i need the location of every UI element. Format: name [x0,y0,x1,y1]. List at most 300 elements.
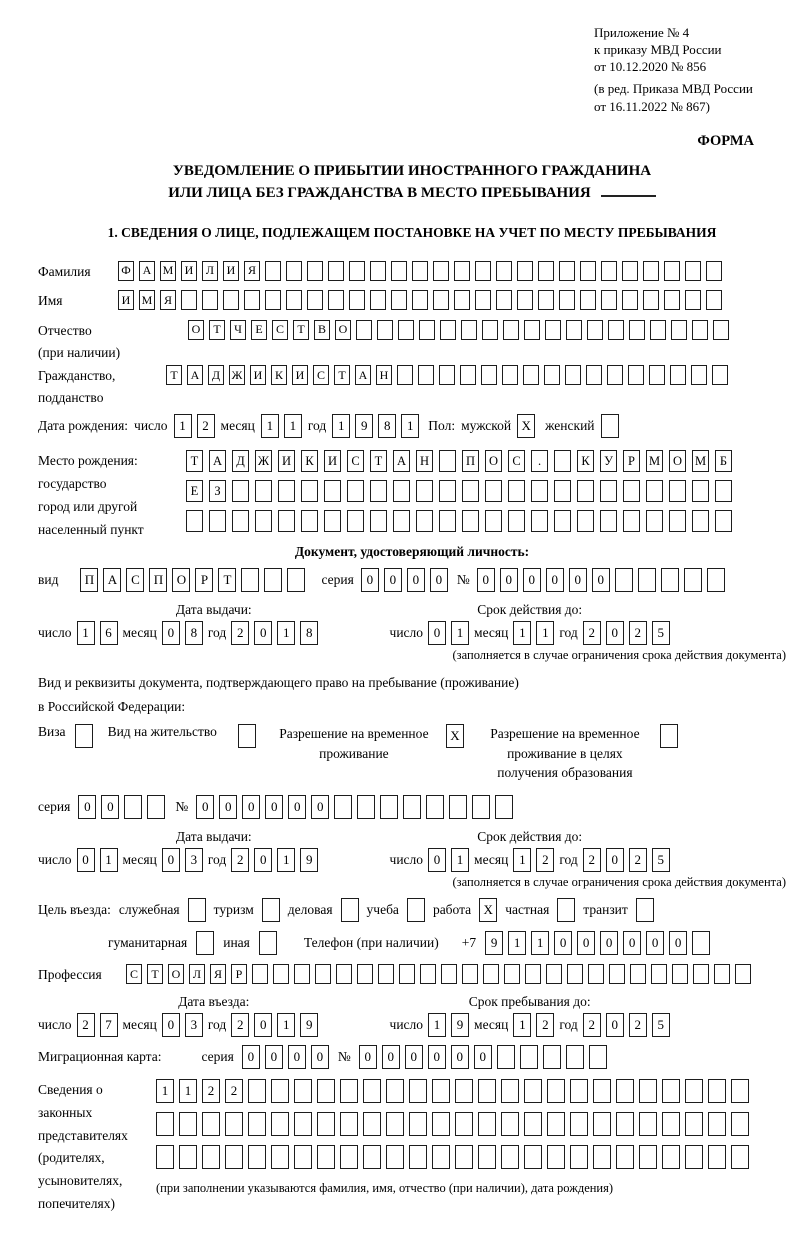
form-cell[interactable]: 8 [378,414,396,438]
form-cell[interactable] [485,510,502,532]
form-cell[interactable] [504,964,520,984]
form-cell[interactable]: 2 [225,1079,243,1103]
form-cell[interactable] [439,450,456,472]
form-cell[interactable] [294,1145,312,1169]
form-cell[interactable]: 6 [100,621,118,645]
form-cell[interactable] [664,261,680,281]
form-cell[interactable] [496,261,512,281]
form-cell[interactable] [685,261,701,281]
form-cell[interactable]: И [118,290,134,310]
form-cell[interactable] [286,261,302,281]
form-cell[interactable]: И [292,365,308,385]
form-cell[interactable]: 1 [508,931,526,955]
form-cell[interactable]: 9 [451,1013,469,1037]
form-cell[interactable] [692,320,708,340]
form-cell[interactable]: П [149,568,167,592]
form-cell[interactable]: 1 [261,414,279,438]
form-cell[interactable]: Я [160,290,176,310]
form-cell[interactable] [692,931,710,955]
form-cell[interactable] [412,290,428,310]
form-cell[interactable]: 2 [583,1013,601,1037]
form-cell[interactable] [671,320,687,340]
purpose-business-checkbox[interactable] [341,898,359,922]
form-cell[interactable] [328,261,344,281]
form-cell[interactable] [547,1079,565,1103]
form-cell[interactable]: 5 [652,621,670,645]
form-cell[interactable]: 0 [405,1045,423,1069]
form-cell[interactable] [662,1145,680,1169]
form-cell[interactable] [418,365,434,385]
form-cell[interactable]: 2 [231,848,249,872]
form-cell[interactable]: 1 [513,848,531,872]
form-cell[interactable]: С [347,450,364,472]
form-cell[interactable] [478,1145,496,1169]
form-cell[interactable] [593,1145,611,1169]
form-cell[interactable] [685,290,701,310]
purpose-other-checkbox[interactable] [259,931,277,955]
form-cell[interactable] [607,365,623,385]
form-cell[interactable] [432,1145,450,1169]
form-cell[interactable]: Ч [230,320,246,340]
form-cell[interactable] [356,320,372,340]
form-cell[interactable] [363,1145,381,1169]
form-cell[interactable] [649,365,665,385]
form-cell[interactable] [670,365,686,385]
form-cell[interactable]: 0 [254,1013,272,1037]
form-cell[interactable] [264,568,282,592]
form-cell[interactable]: 0 [359,1045,377,1069]
form-cell[interactable]: 0 [288,1045,306,1069]
form-cell[interactable] [608,320,624,340]
form-cell[interactable] [386,1112,404,1136]
form-cell[interactable] [363,1112,381,1136]
form-cell[interactable] [501,1112,519,1136]
form-cell[interactable]: 0 [477,568,495,592]
form-cell[interactable]: 0 [577,931,595,955]
form-cell[interactable] [307,290,323,310]
form-cell[interactable]: И [278,450,295,472]
form-cell[interactable] [225,1112,243,1136]
form-cell[interactable] [244,290,260,310]
form-cell[interactable] [609,964,625,984]
purpose-study-checkbox[interactable] [407,898,425,922]
form-cell[interactable] [377,320,393,340]
form-cell[interactable] [397,365,413,385]
form-cell[interactable] [623,510,640,532]
form-cell[interactable] [639,1112,657,1136]
form-cell[interactable] [543,1045,561,1069]
form-cell[interactable]: 1 [401,414,419,438]
form-cell[interactable] [147,795,165,819]
form-cell[interactable] [616,1145,634,1169]
form-cell[interactable]: Т [370,450,387,472]
purpose-work-checkbox[interactable]: X [479,898,497,922]
form-cell[interactable] [524,320,540,340]
form-cell[interactable] [232,480,249,502]
form-cell[interactable]: 0 [219,795,237,819]
form-cell[interactable]: Р [195,568,213,592]
form-cell[interactable] [223,290,239,310]
form-cell[interactable] [271,1145,289,1169]
form-cell[interactable] [570,1145,588,1169]
form-cell[interactable] [248,1145,266,1169]
form-cell[interactable] [475,261,491,281]
form-cell[interactable]: Б [715,450,732,472]
form-cell[interactable] [409,1145,427,1169]
form-cell[interactable] [370,290,386,310]
form-cell[interactable] [440,320,456,340]
form-cell[interactable]: А [187,365,203,385]
form-cell[interactable] [580,261,596,281]
form-cell[interactable]: 0 [382,1045,400,1069]
form-cell[interactable] [616,1079,634,1103]
form-cell[interactable]: Т [209,320,225,340]
form-cell[interactable]: 5 [652,1013,670,1037]
form-cell[interactable] [273,964,289,984]
form-cell[interactable] [340,1112,358,1136]
form-cell[interactable]: Ф [118,261,134,281]
form-cell[interactable] [301,480,318,502]
form-cell[interactable] [393,510,410,532]
form-cell[interactable]: 0 [162,621,180,645]
form-cell[interactable] [662,1079,680,1103]
form-cell[interactable] [706,261,722,281]
form-cell[interactable] [156,1112,174,1136]
form-cell[interactable] [630,964,646,984]
form-cell[interactable]: И [181,261,197,281]
form-cell[interactable] [601,261,617,281]
form-cell[interactable]: Ж [229,365,245,385]
form-cell[interactable] [706,290,722,310]
form-cell[interactable] [455,1145,473,1169]
form-cell[interactable] [349,261,365,281]
temp-residence-checkbox[interactable]: X [446,724,464,748]
form-cell[interactable] [439,510,456,532]
form-cell[interactable] [294,1079,312,1103]
form-cell[interactable] [566,1045,584,1069]
form-cell[interactable] [525,964,541,984]
form-cell[interactable] [685,1112,703,1136]
form-cell[interactable] [531,480,548,502]
form-cell[interactable] [412,261,428,281]
form-cell[interactable]: 0 [265,1045,283,1069]
form-cell[interactable]: У [600,450,617,472]
form-cell[interactable]: П [80,568,98,592]
form-cell[interactable] [271,1079,289,1103]
form-cell[interactable]: Р [231,964,247,984]
form-cell[interactable]: О [172,568,190,592]
form-cell[interactable] [286,290,302,310]
sex-male-checkbox[interactable]: X [517,414,535,438]
form-cell[interactable] [317,1112,335,1136]
form-cell[interactable]: 0 [311,1045,329,1069]
form-cell[interactable]: М [139,290,155,310]
purpose-private-checkbox[interactable] [557,898,575,922]
form-cell[interactable]: Ж [255,450,272,472]
form-cell[interactable] [255,480,272,502]
form-cell[interactable] [593,1112,611,1136]
form-cell[interactable] [708,1145,726,1169]
form-cell[interactable] [554,450,571,472]
form-cell[interactable]: М [646,450,663,472]
form-cell[interactable]: Т [334,365,350,385]
form-cell[interactable] [393,480,410,502]
form-cell[interactable]: 0 [162,848,180,872]
form-cell[interactable] [495,795,513,819]
form-cell[interactable]: 0 [77,848,95,872]
edu-residence-checkbox[interactable] [660,724,678,748]
form-cell[interactable] [409,1079,427,1103]
form-cell[interactable] [248,1079,266,1103]
form-cell[interactable] [370,480,387,502]
form-cell[interactable] [628,365,644,385]
form-cell[interactable] [731,1145,749,1169]
form-cell[interactable]: 1 [451,621,469,645]
form-cell[interactable] [449,795,467,819]
form-cell[interactable]: 0 [407,568,425,592]
form-cell[interactable] [391,290,407,310]
form-cell[interactable] [731,1112,749,1136]
form-cell[interactable] [559,261,575,281]
form-cell[interactable] [324,510,341,532]
form-cell[interactable]: 2 [629,621,647,645]
form-cell[interactable] [566,320,582,340]
form-cell[interactable]: 2 [629,1013,647,1037]
form-cell[interactable] [439,480,456,502]
form-cell[interactable] [588,964,604,984]
form-cell[interactable]: 0 [254,848,272,872]
form-cell[interactable]: И [250,365,266,385]
form-cell[interactable]: 0 [523,568,541,592]
form-cell[interactable] [315,964,331,984]
form-cell[interactable] [370,510,387,532]
form-cell[interactable]: 0 [669,931,687,955]
form-cell[interactable] [156,1145,174,1169]
form-cell[interactable]: 0 [428,621,446,645]
form-cell[interactable]: 0 [606,848,624,872]
form-cell[interactable]: А [103,568,121,592]
form-cell[interactable] [432,1079,450,1103]
form-cell[interactable] [179,1112,197,1136]
form-cell[interactable]: 2 [583,621,601,645]
form-cell[interactable] [462,964,478,984]
form-cell[interactable]: 1 [277,1013,295,1037]
purpose-official-checkbox[interactable] [188,898,206,922]
purpose-transit-checkbox[interactable] [636,898,654,922]
form-cell[interactable]: М [160,261,176,281]
form-cell[interactable]: 0 [242,1045,260,1069]
form-cell[interactable]: 7 [100,1013,118,1037]
form-cell[interactable]: 0 [101,795,119,819]
form-cell[interactable] [508,510,525,532]
form-cell[interactable] [524,1145,542,1169]
form-cell[interactable] [454,261,470,281]
form-cell[interactable] [287,568,305,592]
form-cell[interactable]: 0 [265,795,283,819]
form-cell[interactable] [544,365,560,385]
form-cell[interactable]: Т [166,365,182,385]
form-cell[interactable] [650,320,666,340]
form-cell[interactable] [547,1145,565,1169]
form-cell[interactable] [712,365,728,385]
form-cell[interactable] [715,480,732,502]
form-cell[interactable]: 0 [606,1013,624,1037]
form-cell[interactable]: 0 [606,621,624,645]
form-cell[interactable] [520,1045,538,1069]
form-cell[interactable] [419,320,435,340]
form-cell[interactable] [731,1079,749,1103]
form-cell[interactable]: 0 [554,931,572,955]
form-cell[interactable] [580,290,596,310]
form-cell[interactable] [684,568,702,592]
form-cell[interactable] [692,510,709,532]
form-cell[interactable] [439,365,455,385]
form-cell[interactable] [462,480,479,502]
form-cell[interactable]: 9 [300,848,318,872]
form-cell[interactable]: 2 [583,848,601,872]
form-cell[interactable]: 0 [600,931,618,955]
form-cell[interactable] [403,795,421,819]
form-cell[interactable]: 0 [428,848,446,872]
form-cell[interactable] [565,365,581,385]
form-cell[interactable]: 9 [300,1013,318,1037]
form-cell[interactable]: 1 [284,414,302,438]
form-cell[interactable]: 2 [231,621,249,645]
form-cell[interactable]: В [314,320,330,340]
form-cell[interactable] [241,568,259,592]
form-cell[interactable] [399,964,415,984]
form-cell[interactable] [357,795,375,819]
form-cell[interactable]: 1 [513,621,531,645]
form-cell[interactable] [503,320,519,340]
form-cell[interactable] [391,261,407,281]
purpose-humanitarian-checkbox[interactable] [196,931,214,955]
form-cell[interactable]: 1 [451,848,469,872]
form-cell[interactable] [432,1112,450,1136]
form-cell[interactable]: Л [202,261,218,281]
form-cell[interactable]: 1 [536,621,554,645]
form-cell[interactable]: 0 [428,1045,446,1069]
form-cell[interactable] [278,480,295,502]
form-cell[interactable]: 2 [231,1013,249,1037]
form-cell[interactable] [646,510,663,532]
form-cell[interactable]: О [485,450,502,472]
form-cell[interactable] [363,1079,381,1103]
form-cell[interactable]: 1 [332,414,350,438]
form-cell[interactable]: Р [623,450,640,472]
form-cell[interactable] [508,480,525,502]
form-cell[interactable]: С [508,450,525,472]
form-cell[interactable]: 1 [513,1013,531,1037]
form-cell[interactable] [186,510,203,532]
form-cell[interactable] [441,964,457,984]
form-cell[interactable]: 0 [623,931,641,955]
form-cell[interactable]: 0 [78,795,96,819]
form-cell[interactable] [567,964,583,984]
form-cell[interactable] [455,1112,473,1136]
form-cell[interactable]: Е [251,320,267,340]
form-cell[interactable]: 1 [174,414,192,438]
form-cell[interactable] [426,795,444,819]
form-cell[interactable] [616,1112,634,1136]
sex-female-checkbox[interactable] [601,414,619,438]
form-cell[interactable]: Я [244,261,260,281]
form-cell[interactable] [538,290,554,310]
form-cell[interactable] [646,480,663,502]
form-cell[interactable]: 9 [355,414,373,438]
form-cell[interactable] [707,568,725,592]
form-cell[interactable] [209,510,226,532]
form-cell[interactable]: 1 [179,1079,197,1103]
form-cell[interactable] [523,365,539,385]
form-cell[interactable]: О [188,320,204,340]
form-cell[interactable] [398,320,414,340]
form-cell[interactable] [482,320,498,340]
form-cell[interactable] [685,1079,703,1103]
form-cell[interactable]: А [139,261,155,281]
form-cell[interactable] [554,510,571,532]
form-cell[interactable]: А [393,450,410,472]
form-cell[interactable]: О [335,320,351,340]
form-cell[interactable] [600,510,617,532]
form-cell[interactable]: 1 [531,931,549,955]
form-cell[interactable] [478,1112,496,1136]
form-cell[interactable] [638,568,656,592]
form-cell[interactable] [294,1112,312,1136]
form-cell[interactable] [524,1112,542,1136]
form-cell[interactable] [622,261,638,281]
form-cell[interactable]: 8 [300,621,318,645]
form-cell[interactable]: 2 [536,1013,554,1037]
form-cell[interactable] [265,290,281,310]
form-cell[interactable]: З [209,480,226,502]
form-cell[interactable]: 0 [196,795,214,819]
form-cell[interactable]: Н [416,450,433,472]
form-cell[interactable] [714,964,730,984]
form-cell[interactable]: 1 [277,621,295,645]
form-cell[interactable] [639,1145,657,1169]
form-cell[interactable]: А [355,365,371,385]
form-cell[interactable] [433,261,449,281]
form-cell[interactable] [416,480,433,502]
form-cell[interactable]: С [313,365,329,385]
form-cell[interactable] [547,1112,565,1136]
form-cell[interactable] [669,510,686,532]
form-cell[interactable]: И [324,450,341,472]
form-cell[interactable] [462,510,479,532]
form-cell[interactable]: П [462,450,479,472]
form-cell[interactable] [622,290,638,310]
form-cell[interactable] [570,1079,588,1103]
form-cell[interactable] [455,1079,473,1103]
purpose-tourism-checkbox[interactable] [262,898,280,922]
form-cell[interactable] [347,480,364,502]
form-cell[interactable] [202,290,218,310]
form-cell[interactable] [380,795,398,819]
form-cell[interactable] [179,1145,197,1169]
form-cell[interactable] [586,365,602,385]
form-cell[interactable]: О [168,964,184,984]
form-cell[interactable]: 5 [652,848,670,872]
form-cell[interactable] [294,964,310,984]
form-cell[interactable] [715,510,732,532]
form-cell[interactable] [570,1112,588,1136]
form-cell[interactable] [600,480,617,502]
form-cell[interactable]: К [577,450,594,472]
form-cell[interactable]: Т [218,568,236,592]
form-cell[interactable]: С [126,964,142,984]
form-cell[interactable]: Д [208,365,224,385]
